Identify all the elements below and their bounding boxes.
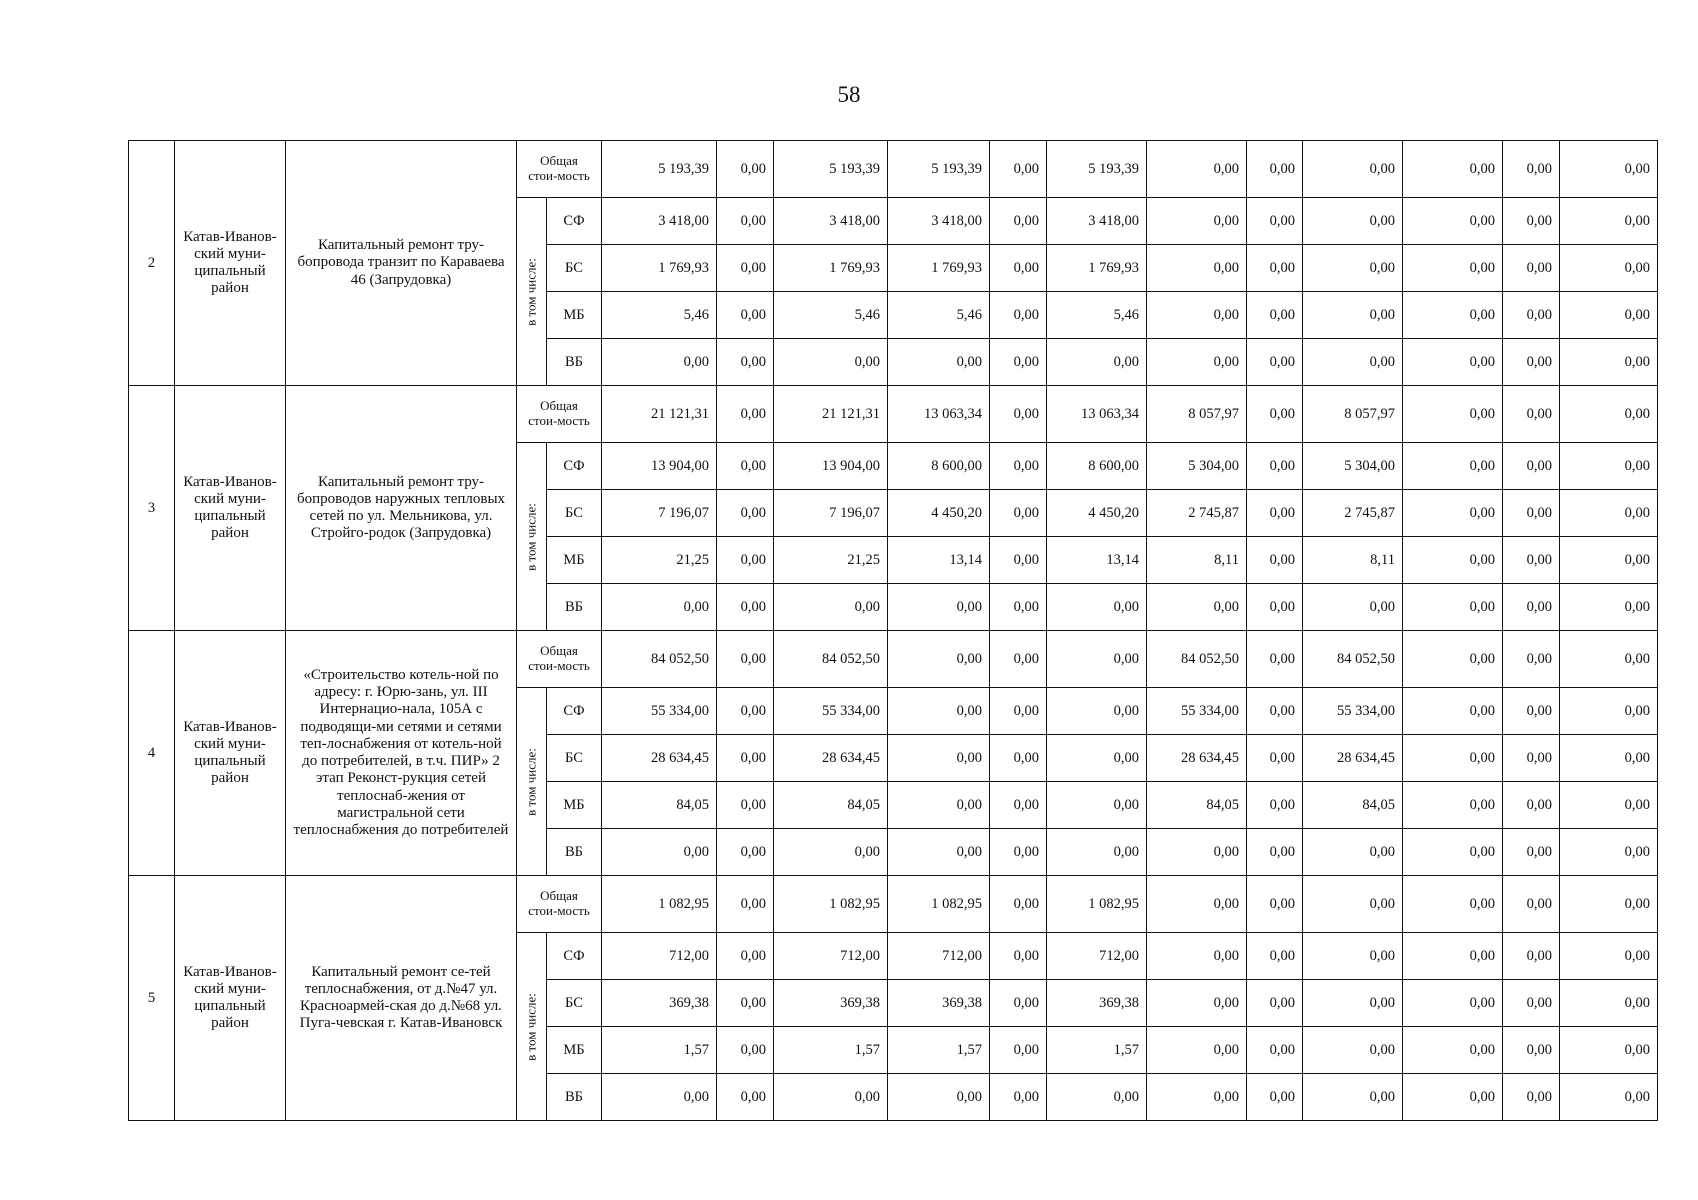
value-cell: 0,00 <box>1303 245 1403 292</box>
value-cell: 0,00 <box>1047 782 1147 829</box>
funding-source-label: БС <box>547 980 602 1027</box>
value-cell: 0,00 <box>1560 1027 1658 1074</box>
value-cell: 0,00 <box>1403 933 1503 980</box>
value-cell: 0,00 <box>774 829 888 876</box>
value-cell: 0,00 <box>1403 688 1503 735</box>
value-cell: 55 334,00 <box>774 688 888 735</box>
municipality-cell: Катав-Иванов-ский муни-ципальный район <box>175 631 286 876</box>
value-cell: 0,00 <box>1403 584 1503 631</box>
table-row <box>129 876 1658 933</box>
value-cell: 5 193,39 <box>888 141 990 198</box>
value-cell: 0,00 <box>1247 876 1303 933</box>
value-cell: 0,00 <box>1047 735 1147 782</box>
value-cell: 0,00 <box>717 490 774 537</box>
value-cell: 0,00 <box>1560 339 1658 386</box>
value-cell: 5,46 <box>1047 292 1147 339</box>
value-cell: 0,00 <box>1247 782 1303 829</box>
value-cell: 0,00 <box>1503 292 1560 339</box>
value-cell: 84 052,50 <box>1147 631 1247 688</box>
value-cell: 369,38 <box>888 980 990 1027</box>
value-cell: 5,46 <box>774 292 888 339</box>
value-cell: 0,00 <box>717 584 774 631</box>
value-cell: 0,00 <box>1503 386 1560 443</box>
project-description: «Строительство котель-ной по адресу: г. Юрю-зань, ул. III Интернацио-нала, 105А с подводящи-ми сетями и сетями теп-лоснабжения от котель-ной до потребителей, в т.ч. ПИР» 2 этап Реконст-рукция сетей теплоснаб-жения от магистральной сети теплоснабжения до потребителей <box>286 631 517 876</box>
value-cell: 0,00 <box>990 933 1047 980</box>
value-cell: 2 745,87 <box>1303 490 1403 537</box>
value-cell: 0,00 <box>1147 933 1247 980</box>
value-cell: 0,00 <box>1560 688 1658 735</box>
funding-source-label: ВБ <box>547 829 602 876</box>
value-cell: 55 334,00 <box>1303 688 1403 735</box>
value-cell: 0,00 <box>602 829 717 876</box>
table-row <box>129 386 1658 443</box>
page-number: 58 <box>837 82 861 107</box>
table-body <box>129 141 1658 1121</box>
value-cell: 0,00 <box>990 245 1047 292</box>
value-cell: 13,14 <box>1047 537 1147 584</box>
value-cell: 0,00 <box>1403 141 1503 198</box>
value-cell: 1,57 <box>1047 1027 1147 1074</box>
funding-source-label: СФ <box>547 688 602 735</box>
value-cell: 0,00 <box>1303 933 1403 980</box>
including-label-cell <box>517 688 547 876</box>
value-cell: 0,00 <box>990 782 1047 829</box>
funding-source-label: БС <box>547 735 602 782</box>
value-cell: 0,00 <box>1403 537 1503 584</box>
value-cell: 0,00 <box>888 584 990 631</box>
value-cell: 84,05 <box>774 782 888 829</box>
value-cell: 0,00 <box>1147 876 1247 933</box>
value-cell: 0,00 <box>1247 631 1303 688</box>
including-label-cell <box>517 443 547 631</box>
funding-source-label: БС <box>547 245 602 292</box>
value-cell: 0,00 <box>1403 198 1503 245</box>
value-cell: 0,00 <box>1147 980 1247 1027</box>
value-cell: 0,00 <box>1303 829 1403 876</box>
value-cell: 0,00 <box>1047 631 1147 688</box>
value-cell: 0,00 <box>1147 292 1247 339</box>
value-cell: 0,00 <box>1503 933 1560 980</box>
value-cell: 0,00 <box>717 141 774 198</box>
value-cell: 3 418,00 <box>888 198 990 245</box>
value-cell: 0,00 <box>990 292 1047 339</box>
value-cell: 0,00 <box>1247 933 1303 980</box>
value-cell: 0,00 <box>717 443 774 490</box>
value-cell: 0,00 <box>1503 245 1560 292</box>
value-cell: 0,00 <box>717 876 774 933</box>
value-cell: 28 634,45 <box>1147 735 1247 782</box>
value-cell: 0,00 <box>1147 339 1247 386</box>
funding-source-label: СФ <box>547 933 602 980</box>
value-cell: 0,00 <box>1247 980 1303 1027</box>
value-cell: 0,00 <box>602 1074 717 1121</box>
value-cell: 8 600,00 <box>1047 443 1147 490</box>
value-cell: 0,00 <box>1560 876 1658 933</box>
value-cell: 8,11 <box>1147 537 1247 584</box>
value-cell: 13 063,34 <box>1047 386 1147 443</box>
value-cell: 0,00 <box>1503 443 1560 490</box>
value-cell: 0,00 <box>888 735 990 782</box>
value-cell: 4 450,20 <box>888 490 990 537</box>
value-cell: 0,00 <box>1403 980 1503 1027</box>
value-cell: 0,00 <box>1247 443 1303 490</box>
including-label: в том числе: <box>523 502 539 571</box>
including-label-cell <box>517 933 547 1121</box>
value-cell: 0,00 <box>1560 735 1658 782</box>
value-cell: 0,00 <box>1560 386 1658 443</box>
value-cell: 0,00 <box>1303 292 1403 339</box>
value-cell: 0,00 <box>1560 631 1658 688</box>
including-label: в том числе: <box>523 257 539 326</box>
table-row <box>129 631 1658 688</box>
municipality-cell: Катав-Иванов-ский муни-ципальный район <box>175 141 286 386</box>
total-cost-label: Общая стои-мость <box>517 876 602 933</box>
value-cell: 712,00 <box>774 933 888 980</box>
value-cell: 0,00 <box>1247 829 1303 876</box>
value-cell: 0,00 <box>774 584 888 631</box>
value-cell: 0,00 <box>1147 198 1247 245</box>
value-cell: 55 334,00 <box>602 688 717 735</box>
value-cell: 0,00 <box>990 584 1047 631</box>
value-cell: 0,00 <box>1403 1074 1503 1121</box>
value-cell: 0,00 <box>1047 1074 1147 1121</box>
funding-source-label: МБ <box>547 1027 602 1074</box>
value-cell: 5 193,39 <box>602 141 717 198</box>
value-cell: 0,00 <box>1247 141 1303 198</box>
value-cell: 0,00 <box>1403 631 1503 688</box>
value-cell: 1 082,95 <box>888 876 990 933</box>
value-cell: 0,00 <box>1503 490 1560 537</box>
value-cell: 0,00 <box>990 339 1047 386</box>
value-cell: 13,14 <box>888 537 990 584</box>
value-cell: 0,00 <box>1403 876 1503 933</box>
value-cell: 0,00 <box>1403 1027 1503 1074</box>
funding-source-label: ВБ <box>547 584 602 631</box>
value-cell: 21,25 <box>774 537 888 584</box>
project-description: Капитальный ремонт тру-бопровода транзит по Караваева 46 (Запрудовка) <box>286 141 517 386</box>
value-cell: 0,00 <box>1303 339 1403 386</box>
value-cell: 0,00 <box>1503 631 1560 688</box>
value-cell: 0,00 <box>717 1074 774 1121</box>
value-cell: 0,00 <box>990 1027 1047 1074</box>
value-cell: 0,00 <box>1503 1027 1560 1074</box>
value-cell: 0,00 <box>990 688 1047 735</box>
value-cell: 55 334,00 <box>1147 688 1247 735</box>
value-cell: 2 745,87 <box>1147 490 1247 537</box>
value-cell: 0,00 <box>1403 443 1503 490</box>
value-cell: 1 082,95 <box>1047 876 1147 933</box>
value-cell: 5 193,39 <box>774 141 888 198</box>
value-cell: 0,00 <box>990 1074 1047 1121</box>
funding-source-label: ВБ <box>547 339 602 386</box>
value-cell: 0,00 <box>1247 537 1303 584</box>
value-cell: 0,00 <box>717 631 774 688</box>
value-cell: 0,00 <box>1247 245 1303 292</box>
value-cell: 0,00 <box>1303 876 1403 933</box>
value-cell: 0,00 <box>717 1027 774 1074</box>
value-cell: 0,00 <box>1560 198 1658 245</box>
value-cell: 0,00 <box>1503 1074 1560 1121</box>
funding-source-label: СФ <box>547 443 602 490</box>
value-cell: 7 196,07 <box>602 490 717 537</box>
value-cell: 0,00 <box>1503 537 1560 584</box>
value-cell: 84,05 <box>1147 782 1247 829</box>
value-cell: 4 450,20 <box>1047 490 1147 537</box>
funding-source-label: СФ <box>547 198 602 245</box>
value-cell: 0,00 <box>774 1074 888 1121</box>
value-cell: 84,05 <box>602 782 717 829</box>
value-cell: 1 082,95 <box>774 876 888 933</box>
value-cell: 712,00 <box>888 933 990 980</box>
value-cell: 0,00 <box>602 339 717 386</box>
value-cell: 0,00 <box>888 688 990 735</box>
value-cell: 0,00 <box>1503 735 1560 782</box>
funding-source-label: ВБ <box>547 1074 602 1121</box>
value-cell: 5,46 <box>602 292 717 339</box>
value-cell: 0,00 <box>717 933 774 980</box>
value-cell: 0,00 <box>1047 829 1147 876</box>
value-cell: 0,00 <box>990 198 1047 245</box>
value-cell: 0,00 <box>1503 141 1560 198</box>
value-cell: 13 904,00 <box>774 443 888 490</box>
value-cell: 0,00 <box>1047 584 1147 631</box>
value-cell: 0,00 <box>990 735 1047 782</box>
value-cell: 0,00 <box>1560 584 1658 631</box>
value-cell: 0,00 <box>990 537 1047 584</box>
value-cell: 0,00 <box>717 292 774 339</box>
value-cell: 712,00 <box>602 933 717 980</box>
value-cell: 0,00 <box>1147 245 1247 292</box>
value-cell: 0,00 <box>717 339 774 386</box>
row-index: 3 <box>129 386 175 631</box>
value-cell: 84,05 <box>1303 782 1403 829</box>
value-cell: 3 418,00 <box>1047 198 1147 245</box>
value-cell: 0,00 <box>717 537 774 584</box>
value-cell: 13 904,00 <box>602 443 717 490</box>
value-cell: 0,00 <box>1303 198 1403 245</box>
municipality-cell: Катав-Иванов-ский муни-ципальный район <box>175 386 286 631</box>
value-cell: 0,00 <box>717 782 774 829</box>
value-cell: 1 769,93 <box>1047 245 1147 292</box>
value-cell: 0,00 <box>1503 688 1560 735</box>
including-label: в том числе: <box>523 747 539 816</box>
value-cell: 0,00 <box>1560 933 1658 980</box>
total-cost-label: Общая стои-мость <box>517 141 602 198</box>
value-cell: 8 057,97 <box>1303 386 1403 443</box>
funding-source-label: МБ <box>547 782 602 829</box>
value-cell: 0,00 <box>1560 829 1658 876</box>
value-cell: 0,00 <box>1303 1074 1403 1121</box>
value-cell: 0,00 <box>990 876 1047 933</box>
value-cell: 0,00 <box>1303 980 1403 1027</box>
value-cell: 0,00 <box>1560 490 1658 537</box>
value-cell: 0,00 <box>990 141 1047 198</box>
value-cell: 0,00 <box>1247 198 1303 245</box>
value-cell: 1,57 <box>888 1027 990 1074</box>
row-index: 2 <box>129 141 175 386</box>
value-cell: 1,57 <box>774 1027 888 1074</box>
value-cell: 0,00 <box>990 980 1047 1027</box>
value-cell: 1 769,93 <box>888 245 990 292</box>
value-cell: 13 063,34 <box>888 386 990 443</box>
including-label-cell <box>517 198 547 386</box>
row-index: 4 <box>129 631 175 876</box>
value-cell: 0,00 <box>1247 386 1303 443</box>
value-cell: 0,00 <box>1247 292 1303 339</box>
total-cost-label: Общая стои-мость <box>517 631 602 688</box>
value-cell: 369,38 <box>602 980 717 1027</box>
value-cell: 1 769,93 <box>774 245 888 292</box>
value-cell: 21,25 <box>602 537 717 584</box>
value-cell: 0,00 <box>1560 141 1658 198</box>
table-row <box>129 141 1658 198</box>
value-cell: 0,00 <box>1503 782 1560 829</box>
value-cell: 0,00 <box>1247 688 1303 735</box>
value-cell: 7 196,07 <box>774 490 888 537</box>
value-cell: 0,00 <box>1147 141 1247 198</box>
value-cell: 0,00 <box>1147 584 1247 631</box>
value-cell: 0,00 <box>1303 1027 1403 1074</box>
value-cell: 28 634,45 <box>602 735 717 782</box>
value-cell: 0,00 <box>1560 980 1658 1027</box>
value-cell: 0,00 <box>1560 292 1658 339</box>
budget-table <box>128 140 1658 1121</box>
municipality-cell: Катав-Иванов-ский муни-ципальный район <box>175 876 286 1121</box>
value-cell: 0,00 <box>1403 292 1503 339</box>
value-cell: 0,00 <box>1403 245 1503 292</box>
funding-source-label: БС <box>547 490 602 537</box>
value-cell: 1 769,93 <box>602 245 717 292</box>
value-cell: 5,46 <box>888 292 990 339</box>
value-cell: 0,00 <box>888 829 990 876</box>
value-cell: 5 193,39 <box>1047 141 1147 198</box>
value-cell: 1 082,95 <box>602 876 717 933</box>
value-cell: 0,00 <box>1503 198 1560 245</box>
value-cell: 0,00 <box>1503 339 1560 386</box>
value-cell: 0,00 <box>1503 876 1560 933</box>
value-cell: 0,00 <box>1560 537 1658 584</box>
total-cost-label: Общая стои-мость <box>517 386 602 443</box>
value-cell: 84 052,50 <box>602 631 717 688</box>
value-cell: 0,00 <box>1247 735 1303 782</box>
value-cell: 0,00 <box>1503 584 1560 631</box>
value-cell: 0,00 <box>717 735 774 782</box>
value-cell: 21 121,31 <box>602 386 717 443</box>
value-cell: 712,00 <box>1047 933 1147 980</box>
value-cell: 0,00 <box>1560 443 1658 490</box>
value-cell: 0,00 <box>888 1074 990 1121</box>
value-cell: 0,00 <box>1247 490 1303 537</box>
value-cell: 84 052,50 <box>1303 631 1403 688</box>
value-cell: 5 304,00 <box>1147 443 1247 490</box>
value-cell: 0,00 <box>888 631 990 688</box>
value-cell: 369,38 <box>774 980 888 1027</box>
value-cell: 0,00 <box>717 386 774 443</box>
value-cell: 0,00 <box>717 688 774 735</box>
row-index: 5 <box>129 876 175 1121</box>
value-cell: 0,00 <box>990 386 1047 443</box>
value-cell: 0,00 <box>717 198 774 245</box>
value-cell: 0,00 <box>602 584 717 631</box>
value-cell: 0,00 <box>1247 1027 1303 1074</box>
value-cell: 0,00 <box>1403 735 1503 782</box>
value-cell: 0,00 <box>990 443 1047 490</box>
value-cell: 0,00 <box>1403 490 1503 537</box>
funding-source-label: МБ <box>547 292 602 339</box>
value-cell: 0,00 <box>717 245 774 292</box>
project-description: Капитальный ремонт се-тей теплоснабжения, от д.№47 ул. Красноармей-ская до д.№68 ул. Пуга-чевская г. Катав-Ивановск <box>286 876 517 1121</box>
value-cell: 0,00 <box>1303 584 1403 631</box>
value-cell: 8 600,00 <box>888 443 990 490</box>
value-cell: 0,00 <box>888 782 990 829</box>
including-label: в том числе: <box>523 992 539 1061</box>
value-cell: 0,00 <box>774 339 888 386</box>
value-cell: 0,00 <box>1560 1074 1658 1121</box>
value-cell: 1,57 <box>602 1027 717 1074</box>
value-cell: 0,00 <box>1247 1074 1303 1121</box>
value-cell: 0,00 <box>1560 782 1658 829</box>
value-cell: 0,00 <box>1560 245 1658 292</box>
value-cell: 21 121,31 <box>774 386 888 443</box>
value-cell: 0,00 <box>717 980 774 1027</box>
value-cell: 369,38 <box>1047 980 1147 1027</box>
value-cell: 8 057,97 <box>1147 386 1247 443</box>
value-cell: 5 304,00 <box>1303 443 1403 490</box>
value-cell: 0,00 <box>1147 1027 1247 1074</box>
value-cell: 8,11 <box>1303 537 1403 584</box>
value-cell: 0,00 <box>1147 829 1247 876</box>
value-cell: 0,00 <box>1403 829 1503 876</box>
value-cell: 0,00 <box>990 490 1047 537</box>
value-cell: 0,00 <box>1403 386 1503 443</box>
funding-source-label: МБ <box>547 537 602 584</box>
value-cell: 28 634,45 <box>1303 735 1403 782</box>
value-cell: 0,00 <box>1503 980 1560 1027</box>
value-cell: 84 052,50 <box>774 631 888 688</box>
value-cell: 0,00 <box>888 339 990 386</box>
project-description: Капитальный ремонт тру-бопроводов наружных тепловых сетей по ул. Мельникова, ул. Стройго-родок (Запрудовка) <box>286 386 517 631</box>
value-cell: 3 418,00 <box>774 198 888 245</box>
value-cell: 0,00 <box>1147 1074 1247 1121</box>
value-cell: 0,00 <box>990 829 1047 876</box>
value-cell: 0,00 <box>1403 782 1503 829</box>
value-cell: 0,00 <box>1303 141 1403 198</box>
value-cell: 0,00 <box>990 631 1047 688</box>
value-cell: 0,00 <box>1047 688 1147 735</box>
value-cell: 0,00 <box>1247 339 1303 386</box>
value-cell: 0,00 <box>1403 339 1503 386</box>
value-cell: 0,00 <box>1047 339 1147 386</box>
value-cell: 0,00 <box>717 829 774 876</box>
value-cell: 0,00 <box>1247 584 1303 631</box>
value-cell: 28 634,45 <box>774 735 888 782</box>
value-cell: 0,00 <box>1503 829 1560 876</box>
value-cell: 3 418,00 <box>602 198 717 245</box>
